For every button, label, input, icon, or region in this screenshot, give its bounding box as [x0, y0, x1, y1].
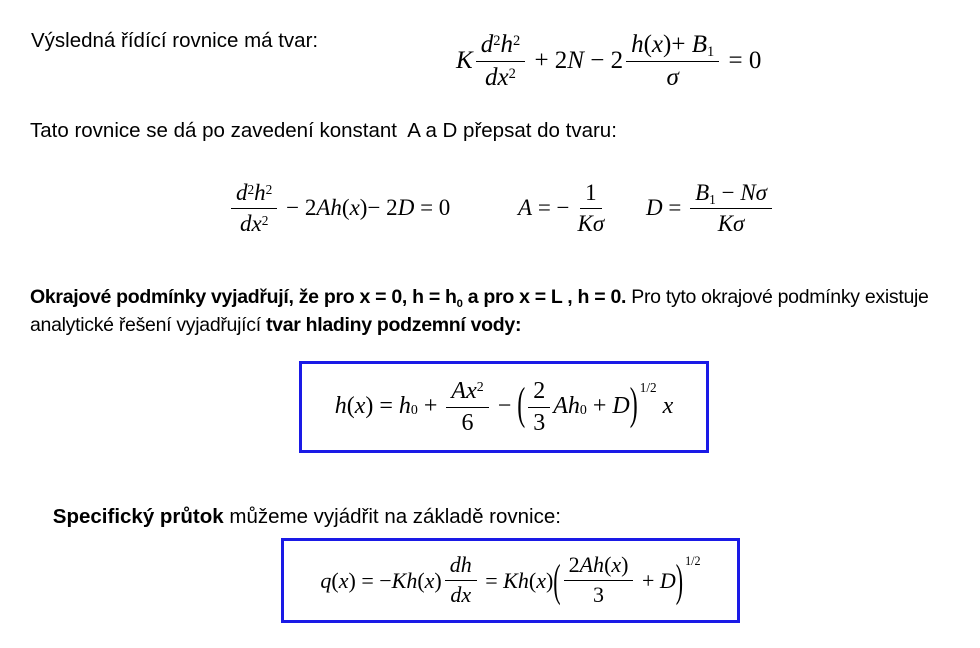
big-paren: )	[675, 554, 684, 606]
op: = −	[532, 194, 570, 220]
var: Kh	[503, 567, 529, 593]
var: Kh	[391, 567, 418, 593]
op: +	[671, 30, 692, 58]
frac-num	[528, 378, 550, 408]
exponent: 1/2	[685, 554, 701, 569]
var: Kσ	[717, 210, 745, 236]
var: D	[646, 194, 663, 220]
op: − 2	[367, 194, 398, 220]
frac-num	[580, 180, 602, 209]
var: h	[398, 393, 411, 420]
body-text: můžeme vyjádřit na základě rovnice:	[223, 505, 561, 528]
var: x	[349, 194, 360, 220]
frac-num	[445, 553, 477, 581]
paren: (	[346, 393, 355, 420]
op: =	[373, 393, 399, 420]
exponent: 1/2	[639, 379, 657, 395]
var: dx	[450, 582, 472, 607]
number: 3	[533, 409, 546, 436]
var: dx	[239, 210, 262, 236]
op: + 2	[528, 46, 568, 74]
paren: )	[348, 567, 356, 593]
var: σ	[666, 63, 679, 91]
constant-a-definition	[518, 170, 612, 246]
var: Ah	[316, 194, 342, 220]
op: − 2	[280, 194, 317, 220]
op: +	[636, 567, 660, 593]
var: q	[320, 567, 332, 593]
op: = 0	[414, 194, 451, 220]
frac	[690, 180, 772, 237]
var: dh	[449, 552, 472, 578]
var: h	[500, 30, 513, 58]
var: x	[656, 393, 674, 420]
intro-line: Výsledná řídící rovnice má tvar:	[31, 29, 319, 52]
paren: )	[545, 567, 554, 593]
frac	[446, 378, 488, 437]
op: − 2	[583, 46, 624, 74]
op: =	[479, 567, 504, 593]
transform-line: Tato rovnice se dá po zavedení konstant A a D přepsat do tvaru:	[30, 119, 617, 142]
paren: (	[417, 567, 425, 593]
var: x	[651, 30, 664, 58]
big-paren: (	[553, 554, 561, 606]
op: −	[715, 179, 741, 205]
number: 6	[461, 409, 474, 436]
number: 2	[533, 377, 546, 404]
frac	[476, 31, 526, 92]
var: A	[518, 194, 533, 220]
op: =	[662, 194, 688, 220]
bold-text: a pro x = L , h = 0.	[462, 286, 627, 308]
var: h	[334, 393, 347, 420]
flux-equation-box	[281, 538, 740, 623]
transformed-equation	[228, 170, 450, 246]
big-paren: )	[629, 380, 638, 431]
var: Ax	[451, 377, 477, 404]
sub: 0	[579, 403, 587, 419]
op: = 0	[722, 46, 762, 74]
frac-num	[626, 31, 719, 62]
frac-den	[573, 209, 610, 237]
sub: 1	[709, 192, 716, 208]
head-equation-box	[299, 361, 709, 453]
bold-text: tvar hladiny podzemní vody	[265, 313, 515, 336]
paren: )	[365, 393, 374, 420]
frac	[528, 378, 550, 437]
var: h	[254, 179, 266, 205]
var: K	[456, 46, 473, 74]
frac-den	[457, 408, 479, 437]
var: Nσ	[740, 179, 768, 205]
frac-num	[690, 180, 772, 209]
op: = −	[355, 567, 392, 593]
constant-d-definition	[646, 170, 775, 246]
paren: (	[341, 194, 350, 220]
paren: )	[359, 194, 368, 220]
sup: 2	[261, 212, 269, 228]
governing-equation	[456, 18, 761, 104]
bold-text: Okrajové podmínky vyjadřují, že pro x = 0, h = h	[30, 286, 457, 308]
var: N	[567, 46, 584, 74]
sup: 2	[512, 32, 521, 49]
number: 3	[593, 582, 605, 607]
paren: (	[528, 567, 537, 593]
frac-den	[480, 62, 521, 92]
bold-text: :	[514, 313, 522, 336]
sub: 1	[707, 44, 715, 61]
op: −	[491, 393, 518, 420]
frac-num	[231, 180, 277, 209]
frac-num	[564, 553, 634, 581]
sup: 2	[508, 65, 516, 82]
frac-den	[445, 581, 476, 608]
var: Kσ	[577, 210, 605, 236]
number: 2	[568, 552, 580, 578]
var: x	[536, 567, 546, 593]
var: D	[397, 194, 415, 220]
var: Ah	[553, 393, 580, 420]
var: x	[338, 567, 349, 593]
frac-den	[588, 581, 609, 608]
var: x	[611, 552, 622, 578]
flux-term-bold: Specifický průtok	[52, 505, 224, 528]
frac-num	[476, 31, 526, 62]
frac-den	[662, 62, 684, 92]
var: D	[659, 567, 676, 593]
var: x	[354, 393, 366, 420]
sub: 0	[456, 297, 463, 310]
sup: 2	[265, 181, 273, 197]
frac-den	[713, 209, 750, 237]
sub: 0	[410, 403, 418, 419]
var: B	[695, 179, 710, 205]
op: +	[417, 393, 444, 420]
sup: 2	[247, 181, 255, 197]
flux-equation	[320, 553, 700, 607]
frac	[626, 31, 719, 92]
frac	[573, 180, 610, 237]
head-equation	[335, 378, 674, 437]
paren: (	[643, 30, 652, 58]
frac	[445, 553, 477, 607]
var: h	[631, 30, 644, 58]
paren: )	[434, 567, 442, 593]
sup: 2	[493, 32, 501, 49]
op: +	[586, 393, 613, 420]
frac-den	[235, 209, 273, 237]
boundary-conditions-paragraph	[30, 284, 978, 339]
number: 1	[585, 179, 597, 205]
var: dx	[485, 63, 509, 91]
var: d	[236, 179, 248, 205]
big-paren: (	[517, 380, 526, 431]
paren: )	[663, 30, 672, 58]
var: x	[424, 567, 435, 593]
var: D	[612, 393, 630, 420]
frac	[231, 180, 277, 237]
paren: (	[604, 552, 612, 578]
paren: )	[621, 552, 629, 578]
paren: (	[331, 567, 339, 593]
frac	[564, 553, 634, 607]
body-text: Pro tyto okrajové podmínky existuje analytické řešení vyjadřující	[30, 286, 929, 336]
sup: 2	[476, 380, 484, 396]
frac-den	[528, 408, 550, 437]
var: B	[691, 30, 707, 58]
frac-num	[446, 378, 488, 408]
var: Ah	[579, 552, 605, 578]
var: d	[480, 30, 494, 58]
